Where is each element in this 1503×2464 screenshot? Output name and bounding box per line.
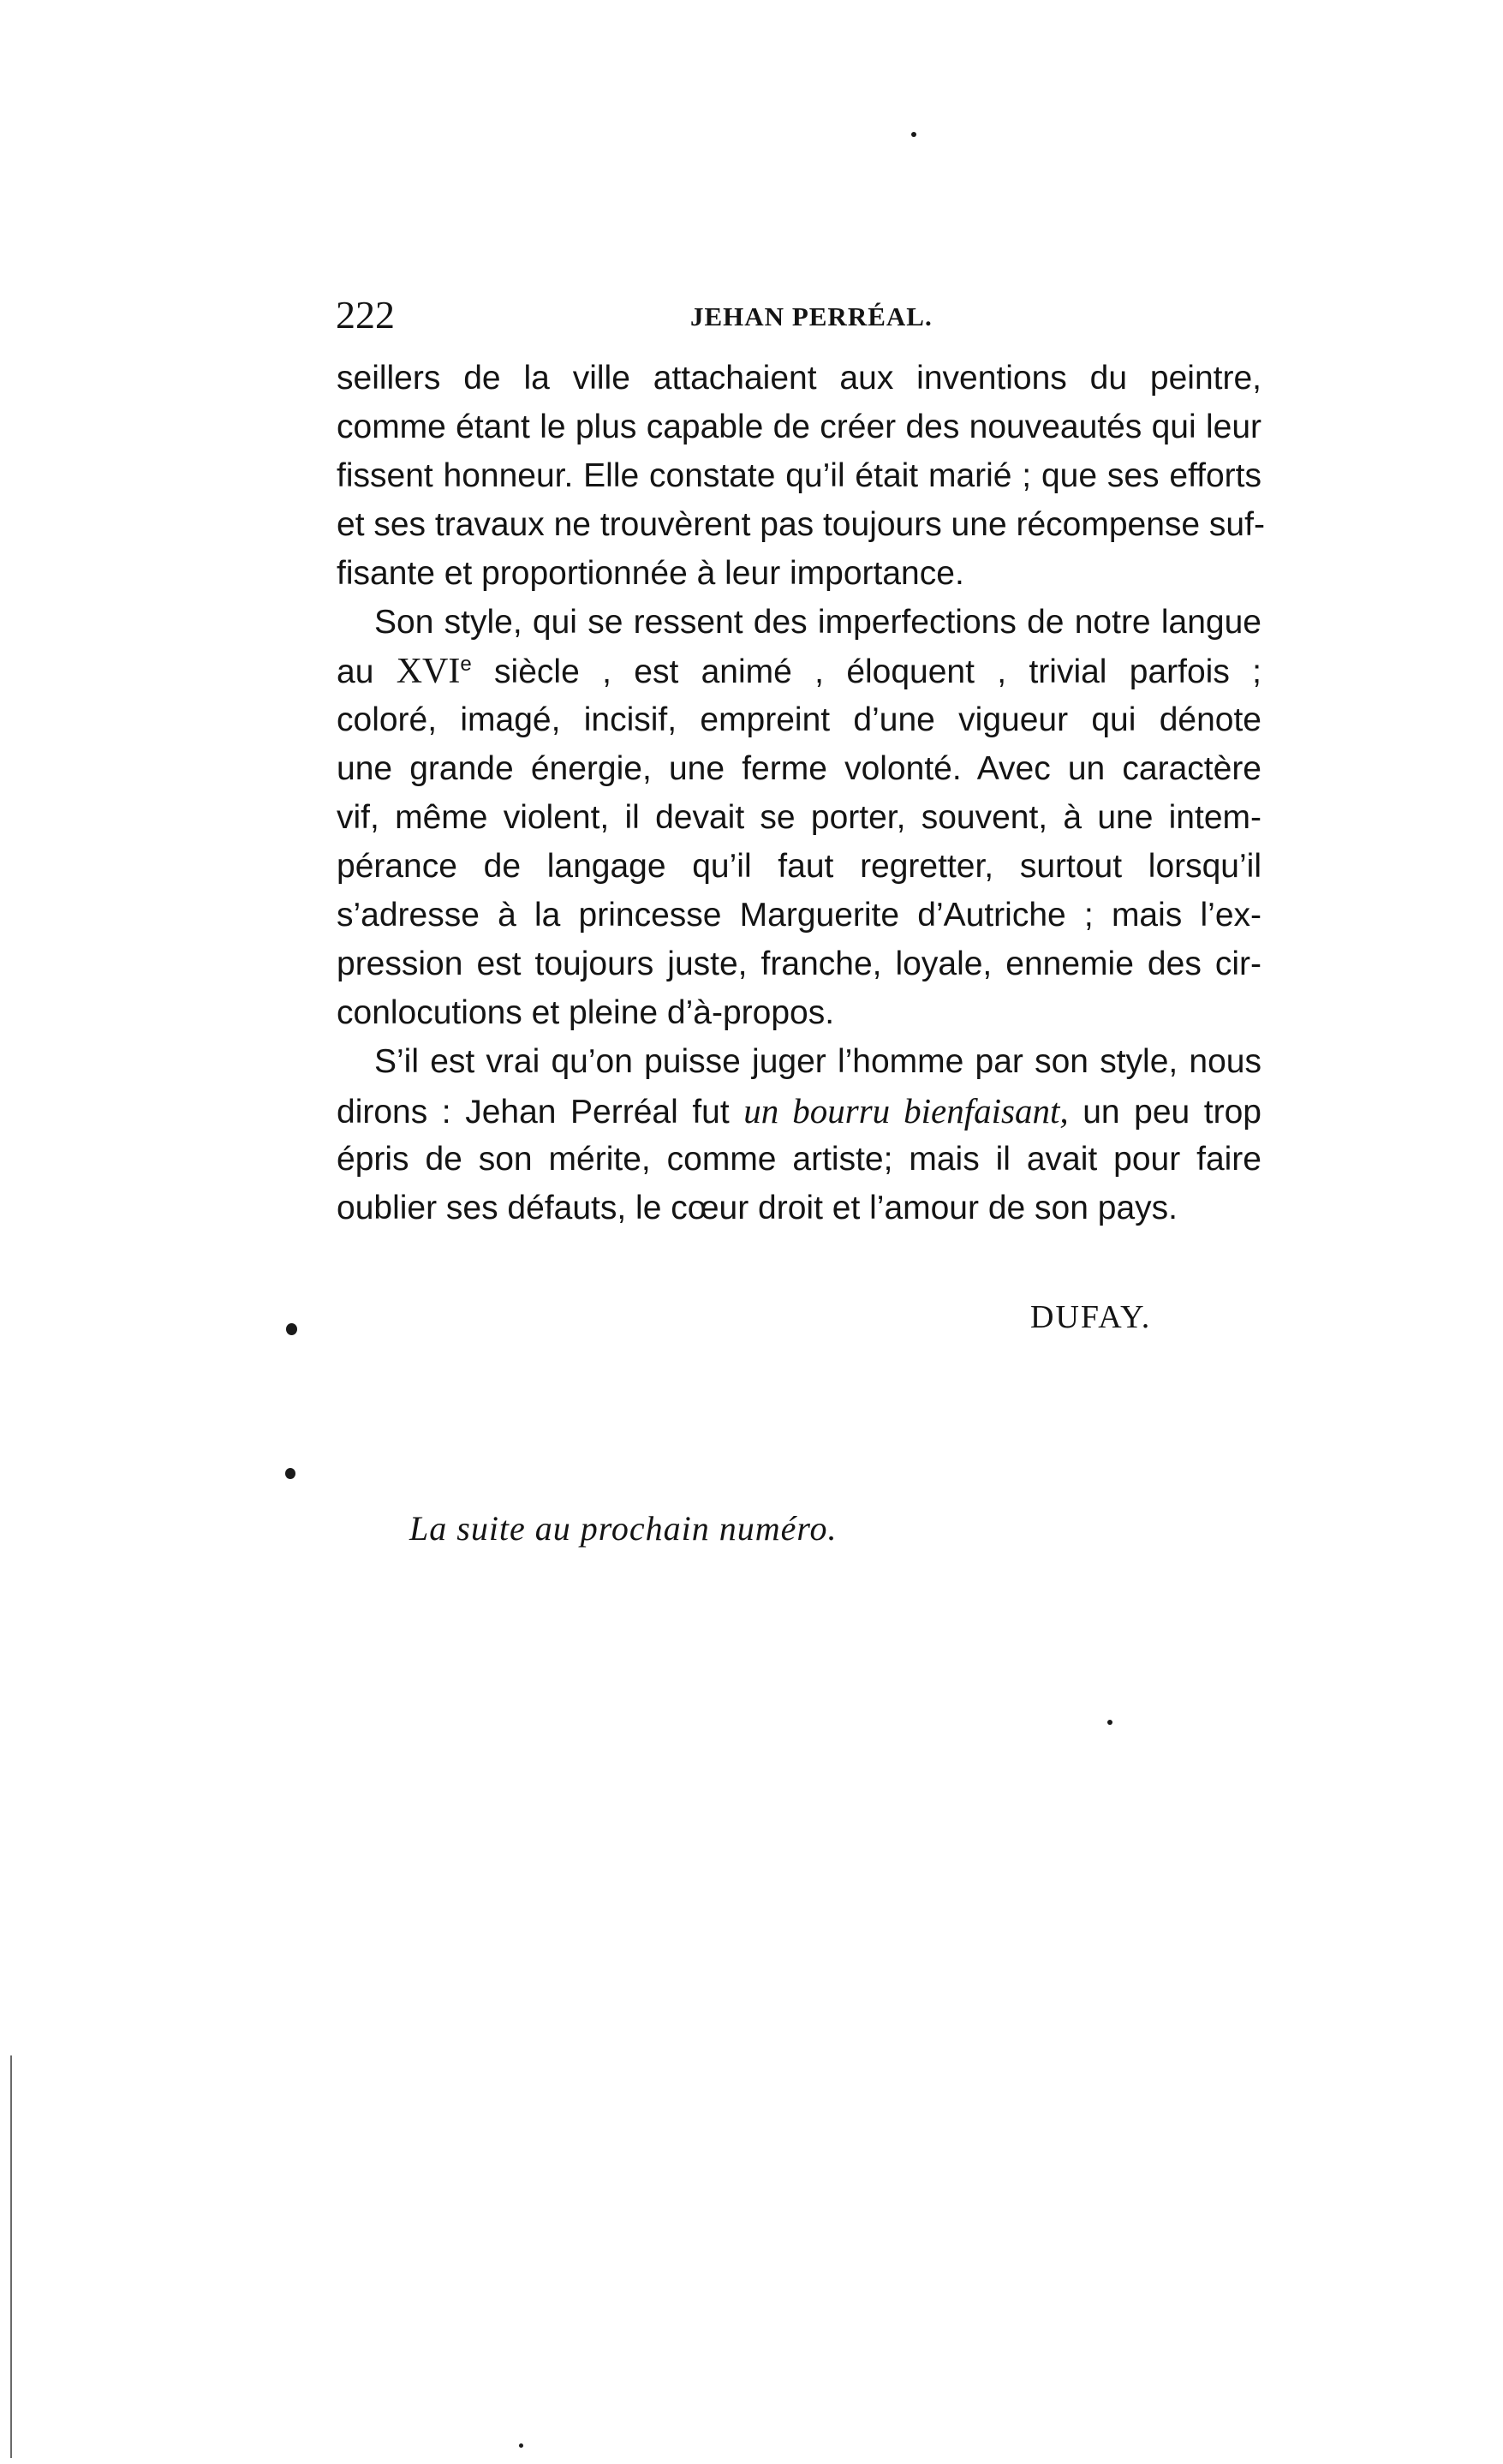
superscript: e <box>460 653 472 676</box>
text-fragment: au <box>337 653 397 690</box>
ink-speck <box>285 1468 295 1479</box>
continuation-note: La suite au prochain numéro. <box>409 1509 838 1548</box>
text-line: fisante et proportionnée à leur importance. <box>337 555 964 592</box>
page-number: 222 <box>336 293 395 337</box>
text-line: et ses travaux ne trouvèrent pas toujours une récompense suf- <box>337 506 1265 543</box>
text-line: une grande énergie, une ferme volonté. Avec un caractère <box>337 750 1261 787</box>
text-line-century <box>337 646 1261 697</box>
text-fragment: un peu trop <box>1068 1094 1261 1131</box>
ink-speck <box>1107 1720 1112 1725</box>
text-line: pression est toujours juste, franche, loyale, ennemie des cir- <box>337 946 1261 982</box>
roman-numeral-century: XVI <box>396 652 461 691</box>
ink-speck <box>911 132 916 137</box>
text-line-italic <box>337 1085 1261 1137</box>
text-fragment: dirons : Jehan Perréal fut <box>337 1094 744 1131</box>
text-line: s’adresse à la princesse Marguerite d’Autriche ; mais l’ex- <box>337 897 1261 934</box>
text-line: coloré, imagé, incisif, empreint d’une vigueur qui dénote <box>337 701 1261 738</box>
scan-margin-rule <box>10 2055 12 2458</box>
italic-phrase: un bourru bienfaisant, <box>743 1091 1069 1131</box>
running-title: JEHAN PERRÉAL. <box>690 301 933 331</box>
text-line: pérance de langage qu’il faut regretter, surtout lorsqu’il <box>337 848 1261 885</box>
author-signature: DUFAY. <box>1030 1299 1152 1335</box>
text-line: vif, même violent, il devait se porter, souvent, à une intem- <box>337 799 1261 836</box>
text-fragment: siècle , est animé , éloquent , trivial parfois ; <box>471 653 1262 690</box>
text-line: comme étant le plus capable de créer des nouveautés qui leur <box>337 409 1261 445</box>
ink-speck <box>519 2443 523 2448</box>
text-line: seillers de la ville attachaient aux inventions du peintre, <box>337 360 1261 397</box>
text-line: oublier ses défauts, le cœur droit et l’amour de son pays. <box>337 1190 1178 1226</box>
text-line: S’il est vrai qu’on puisse juger l’homme par son style, nous <box>374 1043 1261 1080</box>
text-line: conlocutions et pleine d’à-propos. <box>337 994 835 1031</box>
text-line: fissent honneur. Elle constate qu’il était marié ; que ses efforts <box>337 457 1261 494</box>
text-line: épris de son mérite, comme artiste; mais il avait pour faire <box>337 1141 1261 1178</box>
ink-speck <box>286 1323 297 1335</box>
text-line: Son style, qui se ressent des imperfections de notre langue <box>374 604 1261 641</box>
